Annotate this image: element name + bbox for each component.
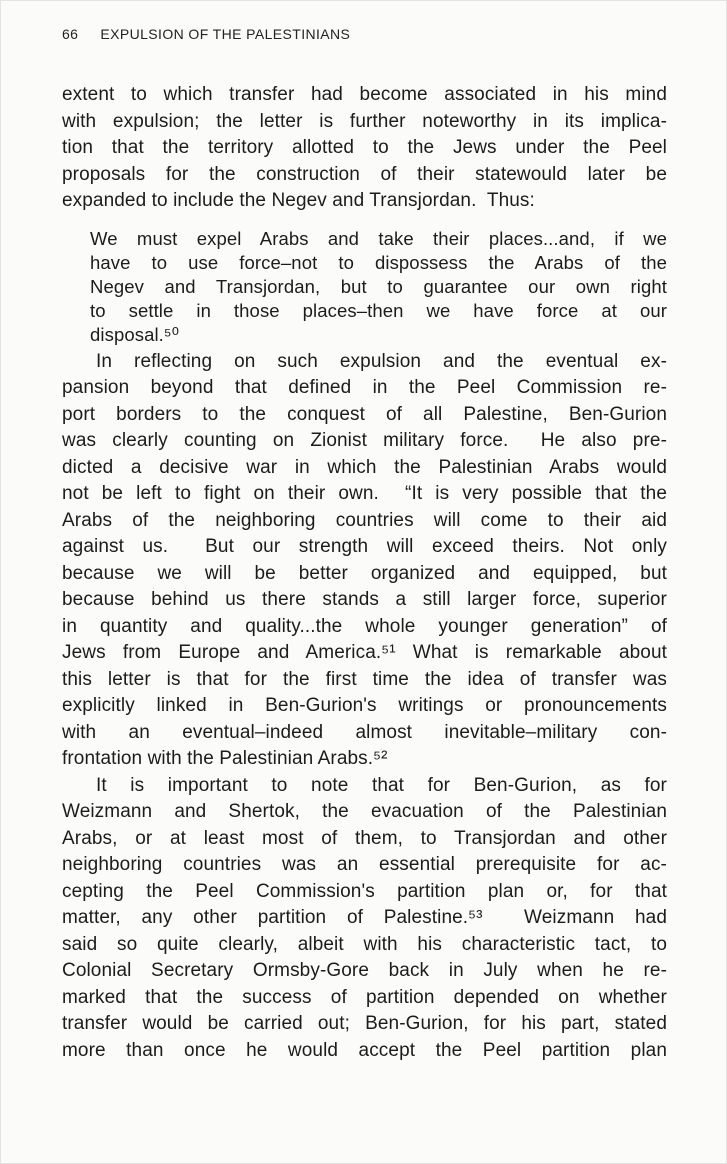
text-line: In reflecting on such expulsion and the eventual ex- <box>96 350 667 372</box>
paragraph <box>62 773 667 1065</box>
text-line: said so quite clearly, albeit with his characteristic tact, to <box>62 933 667 955</box>
text-line: Colonial Secretary Ormsby-Gore back in July when he re- <box>62 960 667 981</box>
text-body <box>62 82 667 1064</box>
page-header <box>62 26 667 42</box>
text-line: in quantity and quality...the whole younger generation” of <box>62 615 667 637</box>
text-line: cepting the Peel Commission's partition plan or, for that <box>62 880 667 902</box>
text-line: transfer would be carried out; Ben-Gurion, for his part, stated <box>62 1013 667 1034</box>
text-line: because behind us there stands a still larger force, superior <box>62 589 667 610</box>
text-line: not be left to fight on their own. “It is very possible that the <box>62 483 667 504</box>
text-line: It is important to note that for Ben-Gurion, as for <box>96 774 667 796</box>
running-head: EXPULSION OF THE PALESTINIANS <box>100 26 351 42</box>
text-line: tion that the territory allotted to the Jews under the Peel <box>62 137 667 158</box>
paragraph <box>62 82 667 215</box>
text-line: dicted a decisive war in which the Palestinian Arabs would <box>62 456 667 478</box>
text-line: neighboring countries was an essential prerequisite for ac- <box>62 854 667 875</box>
quote-block <box>90 227 667 347</box>
text-line: more than once he would accept the Peel partition plan <box>62 1039 667 1061</box>
text-line: because we will be better organized and equipped, but <box>62 562 667 584</box>
text-line: proposals for the construction of their statewould later be <box>62 163 667 185</box>
text-line: frontation with the Palestinian Arabs.⁵² <box>62 748 388 769</box>
text-line: this letter is that for the first time the idea of transfer was <box>62 668 667 690</box>
paragraph <box>62 349 667 773</box>
text-line: extent to which transfer had become associated in his mind <box>62 84 667 105</box>
text-line: disposal.⁵⁰ <box>90 323 180 345</box>
text-line: was clearly counting on Zionist military force. He also pre- <box>62 430 667 451</box>
text-line: Arabs, or at least most of them, to Transjordan and other <box>62 827 667 849</box>
text-line: Jews from Europe and America.⁵¹ What is remarkable about <box>62 642 667 663</box>
text-line: expanded to include the Negev and Transjordan. Thus: <box>62 190 535 211</box>
text-line: explicitly linked in Ben-Gurion's writings or pronouncements <box>62 695 667 716</box>
text-line: against us. But our strength will exceed theirs. Not only <box>62 536 667 557</box>
text-line: marked that the success of partition depended on whether <box>62 986 667 1008</box>
text-line: to settle in those places–then we have force at our <box>90 299 667 321</box>
text-line: with expulsion; the letter is further noteworthy in its implica- <box>62 110 667 132</box>
text-line: We must expel Arabs and take their places...and, if we <box>90 227 667 249</box>
text-line: port borders to the conquest of all Palestine, Ben-Gurion <box>62 403 667 425</box>
text-line: pansion beyond that defined in the Peel Commission re- <box>62 377 667 398</box>
text-line: Arabs of the neighboring countries will come to their aid <box>62 509 667 531</box>
text-line: Weizmann and Shertok, the evacuation of the Palestinian <box>62 801 667 822</box>
text-line: have to use force–not to dispossess the Arabs of the <box>90 251 667 273</box>
page-number: 66 <box>62 26 79 42</box>
text-line: Negev and Transjordan, but to guarantee our own right <box>90 275 667 297</box>
text-line: with an eventual–indeed almost inevitable–military con- <box>62 721 667 743</box>
text-line: matter, any other partition of Palestine.⁵³ Weizmann had <box>62 907 667 928</box>
